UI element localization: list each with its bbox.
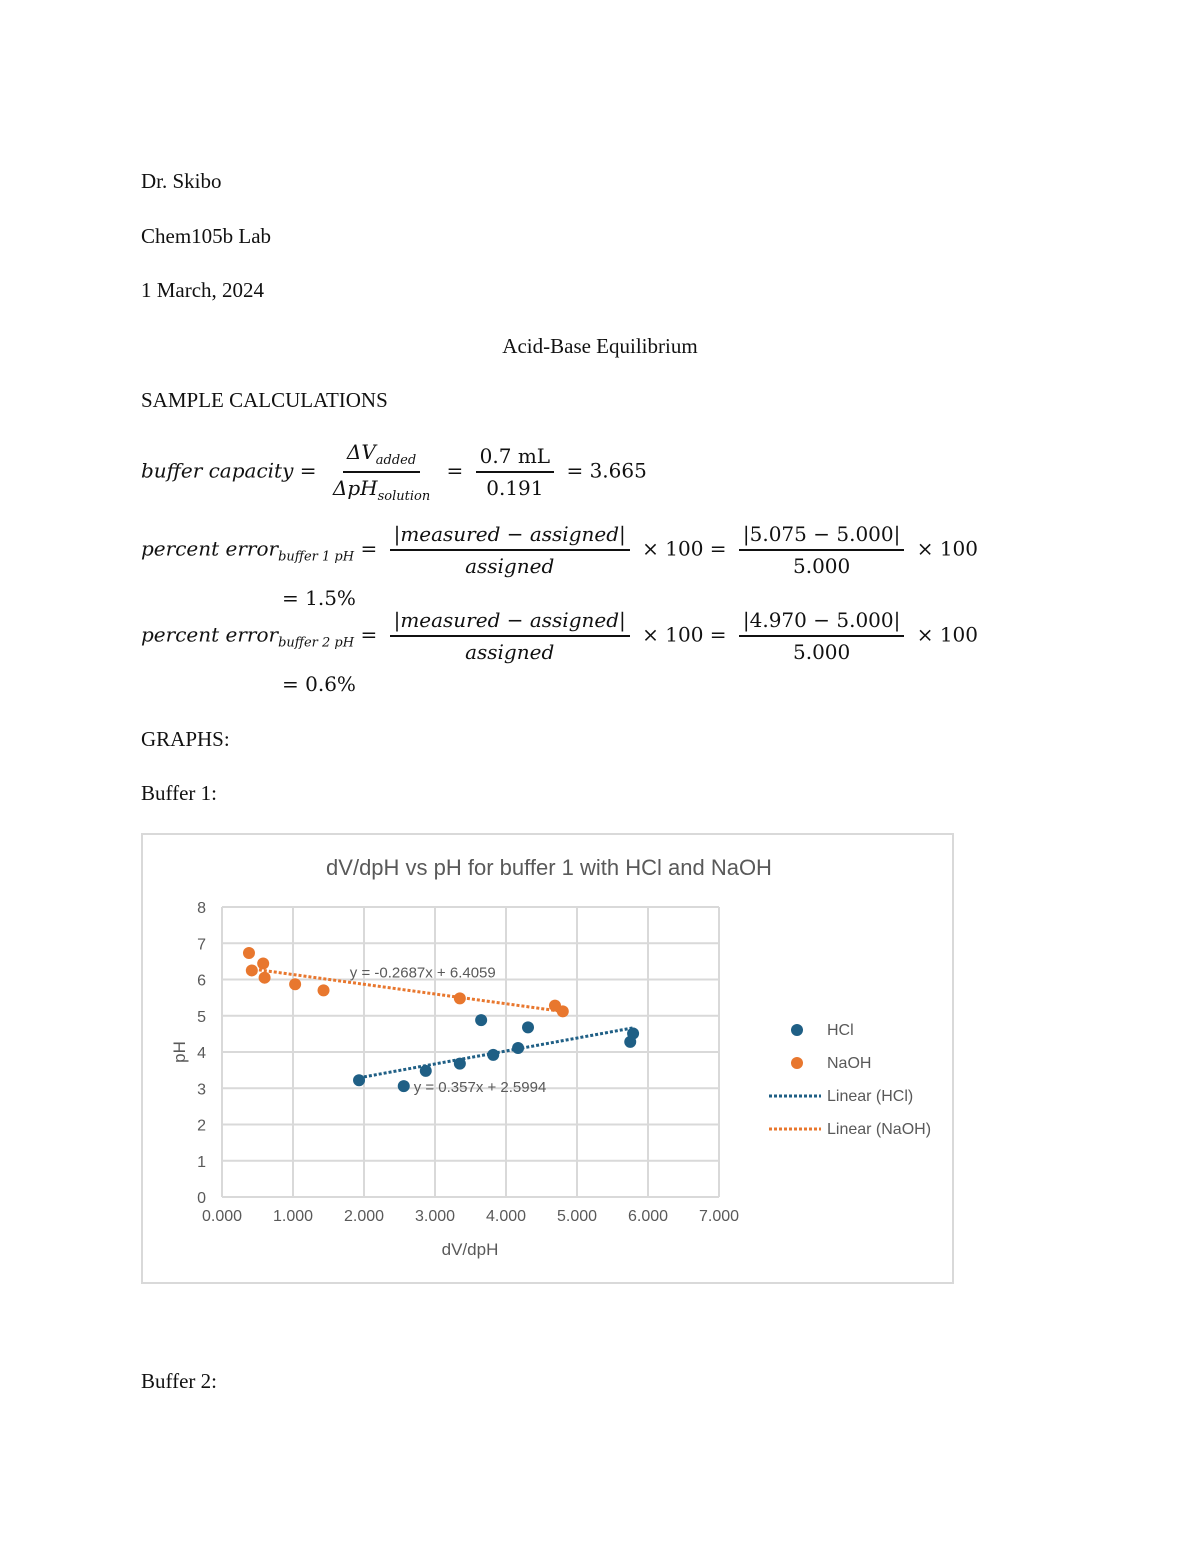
eq2-numerator: |measured − assigned| xyxy=(390,522,630,551)
trendline-equation: y = -0.2687x + 6.4059 xyxy=(349,964,496,982)
data-point xyxy=(475,1014,487,1026)
data-point xyxy=(246,964,258,976)
data-point xyxy=(243,947,255,959)
eq2-numerator-value: |5.075 − 5.000| xyxy=(739,522,904,551)
buffer1-chart xyxy=(141,833,954,1284)
chart-legend xyxy=(769,1022,931,1138)
eq1-numerator-value: 0.7 mL xyxy=(476,444,554,473)
legend-marker xyxy=(791,1057,803,1069)
data-point xyxy=(259,972,271,984)
eq2-multiplier-2: × 100 xyxy=(916,536,979,561)
x-axis-label: dV/dpH xyxy=(441,1240,499,1259)
data-point xyxy=(557,1005,569,1017)
eq1-denominator-value: 0.191 xyxy=(486,476,544,500)
eq2-result: = 1.5% xyxy=(282,586,356,610)
data-point xyxy=(353,1074,365,1086)
eq2-fraction xyxy=(390,522,630,578)
chart-ticks xyxy=(197,900,739,1225)
x-tick-label: 0.000 xyxy=(201,1208,243,1225)
graphs-heading: GRAPHS: xyxy=(141,727,230,751)
percent-error-buffer2-equation: percent error$_{buffer 2 pH}$ = $\frac{\text{|measured − assigned|}}{\text{assigned}}$ × 100 = $\frac{|4.970 - 5.000|}{5.000}$ × 100 xyxy=(141,608,979,664)
instructor-name: Dr. Skibo xyxy=(141,169,222,193)
data-point xyxy=(512,1042,524,1054)
data-point xyxy=(454,992,466,1004)
x-tick-label: 5.000 xyxy=(556,1208,598,1225)
eq2-lhs: percent error xyxy=(141,536,279,561)
x-tick-label: 7.000 xyxy=(698,1208,740,1225)
chart-trendlines xyxy=(249,965,633,1096)
buffer1-heading: Buffer 1: xyxy=(141,781,218,805)
eq1-numerator-sub: added xyxy=(375,453,417,468)
eq2-lhs-sub: buffer 1 pH xyxy=(278,549,355,565)
data-point xyxy=(487,1049,499,1061)
y-tick-label: 4 xyxy=(197,1045,206,1062)
course-name: Chem105b Lab xyxy=(141,224,272,248)
chart-title: dV/dpH vs pH for buffer 1 with HCl and NaOH xyxy=(326,855,772,880)
data-point xyxy=(398,1080,410,1092)
data-point xyxy=(454,1058,466,1070)
eq2-fraction-values xyxy=(739,522,904,578)
y-axis-label: pH xyxy=(170,1041,189,1063)
eq3-denominator-value: 5.000 xyxy=(792,640,851,664)
eq3-result: = 0.6% xyxy=(282,672,356,696)
eq2-denominator: assigned xyxy=(465,554,555,578)
eq3-lhs: percent error xyxy=(141,622,279,647)
y-tick-label: 7 xyxy=(197,936,206,954)
sample-calculations-heading: SAMPLE CALCULATIONS xyxy=(141,388,388,412)
data-point xyxy=(257,958,269,970)
buffer2-heading: Buffer 2: xyxy=(141,1369,218,1393)
eq1-fraction xyxy=(329,440,434,504)
data-point xyxy=(420,1065,432,1077)
eq3-numerator: |measured − assigned| xyxy=(390,608,630,637)
legend-label: Linear (HCl) xyxy=(827,1088,914,1105)
y-tick-label: 6 xyxy=(197,972,206,990)
eq1-lhs: buffer capacity xyxy=(141,458,294,483)
eq3-fraction-values xyxy=(739,608,904,664)
eq3-fraction xyxy=(390,608,630,664)
y-tick-label: 5 xyxy=(197,1008,206,1026)
legend-label: HCl xyxy=(827,1022,854,1039)
eq1-numerator: ΔV xyxy=(346,440,376,464)
x-tick-label: 4.000 xyxy=(485,1208,527,1225)
data-point xyxy=(318,984,330,996)
eq3-lhs-sub: buffer 2 pH xyxy=(278,635,355,651)
percent-error-buffer1-equation: percent error$_{buffer 1 pH}$ = $\frac{\text{|measured − assigned|}}{\text{assigned}}$ × 100 = $\frac{|5.075 - 5.000|}{5.000}$ × 100 xyxy=(141,522,979,578)
document-title: Acid-Base Equilibrium xyxy=(502,334,698,358)
eq1-denominator-sub: solution xyxy=(377,489,431,504)
data-point xyxy=(289,978,301,990)
buffer-capacity-equation: buffer capacity = $\frac{\Delta V_{added}}{\Delta pH_{solution}}$ = $\frac{0.7 mL}{0.191}$ = 3.665 xyxy=(141,440,647,504)
eq3-denominator: assigned xyxy=(465,640,555,664)
eq3-multiplier-2: × 100 xyxy=(916,622,979,647)
legend-label: Linear (NaOH) xyxy=(827,1121,932,1138)
chart-svg xyxy=(143,835,952,1282)
eq2-multiplier: × 100 = xyxy=(642,536,727,561)
x-tick-label: 6.000 xyxy=(627,1208,669,1225)
y-tick-label: 8 xyxy=(197,900,206,917)
trendline-equation: y = 0.357x + 2.5994 xyxy=(413,1078,547,1096)
x-tick-label: 3.000 xyxy=(414,1208,456,1225)
legend-marker xyxy=(791,1024,803,1036)
eq1-result: = 3.665 xyxy=(566,458,647,483)
eq3-numerator-value: |4.970 − 5.000| xyxy=(739,608,904,637)
y-tick-label: 2 xyxy=(197,1117,206,1135)
x-tick-label: 2.000 xyxy=(343,1208,385,1225)
eq1-fraction-values xyxy=(476,444,554,500)
x-tick-label: 1.000 xyxy=(272,1208,314,1225)
eq2-denominator-value: 5.000 xyxy=(792,554,851,578)
chart-grid xyxy=(222,907,719,1197)
y-tick-label: 3 xyxy=(197,1081,206,1099)
data-point xyxy=(627,1028,639,1040)
y-tick-label: 1 xyxy=(197,1153,206,1171)
eq1-denominator: ΔpH xyxy=(332,476,378,500)
eq3-multiplier: × 100 = xyxy=(642,622,727,647)
y-tick-label: 0 xyxy=(197,1190,206,1207)
report-date: 1 March, 2024 xyxy=(141,278,265,302)
legend-label: NaOH xyxy=(827,1055,872,1072)
data-point xyxy=(522,1021,534,1033)
